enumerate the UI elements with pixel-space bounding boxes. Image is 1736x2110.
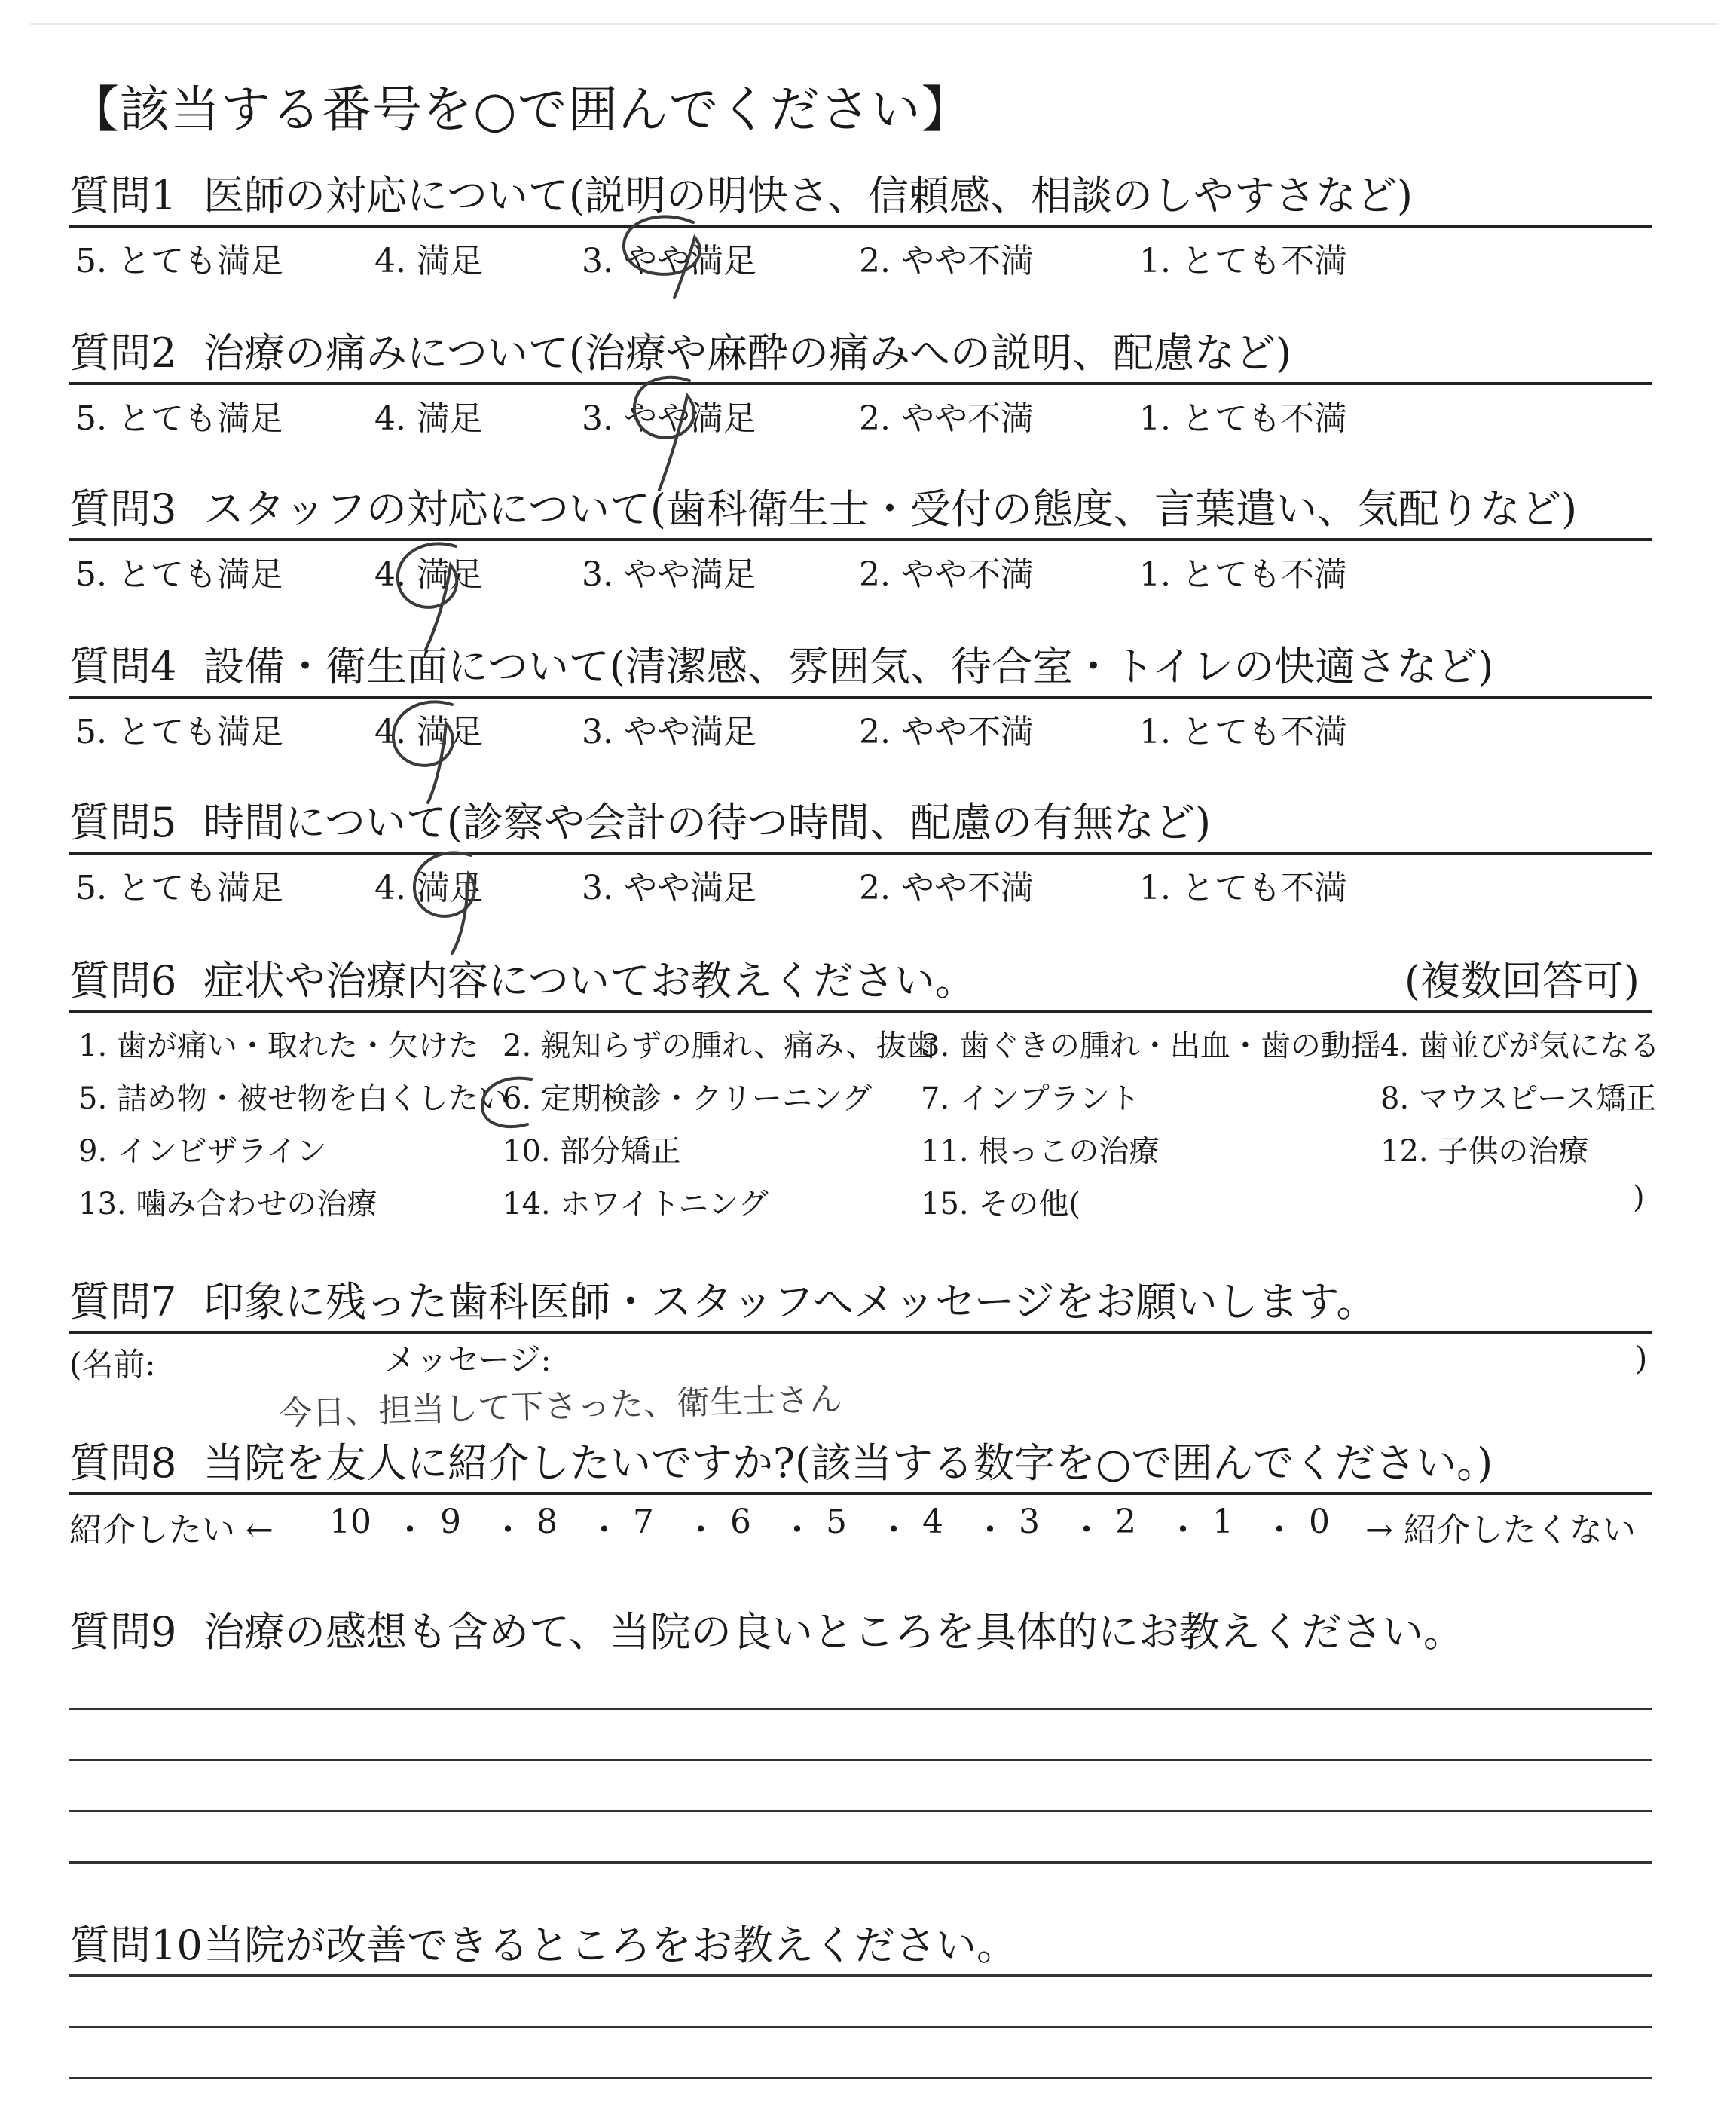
question-text: 当院が改善できるところをお教えください。 (203, 1922, 1017, 1969)
treatment-option[interactable]: 6. 定期検診・クリーニング (503, 1081, 873, 1116)
not-recommend-label: → 紹介したくない (1365, 1511, 1636, 1549)
treatment-option[interactable]: 11. 根っこの治療 (921, 1134, 1160, 1169)
treatment-option[interactable]: 4. 歯並びが気になる (1380, 1029, 1660, 1063)
rating-options (69, 541, 1652, 594)
treatment-option[interactable]: 3. 歯ぐきの腫れ・出血・歯の動揺 (921, 1029, 1381, 1063)
question-number: 質問2 (69, 329, 177, 377)
scale-dot: ・ (877, 1511, 910, 1549)
question-5 (69, 791, 1652, 907)
option-4[interactable]: 4. 満足 (374, 869, 483, 907)
option-5[interactable]: 5. とても満足 (75, 555, 283, 594)
scan-edge (30, 23, 1718, 25)
question-text: 医師の対応について(説明の明快さ、信頼感、相談のしやすさなど) (203, 172, 1413, 219)
multiple-answers-note: (複数回答可) (1404, 957, 1640, 1005)
option-2[interactable]: 2. やや不満 (859, 242, 1034, 280)
option-5[interactable]: 5. とても満足 (75, 713, 283, 751)
option-3[interactable]: 3. やや満足 (582, 869, 756, 907)
treatment-option[interactable]: 1. 歯が痛い・取れた・欠けた (78, 1029, 478, 1063)
question-text: 設備・衛生面について(清潔感、雰囲気、待合室・トイレの快適さなど) (203, 643, 1494, 690)
treatment-option[interactable]: 7. インプラント (921, 1081, 1140, 1116)
answer-line[interactable] (69, 2026, 1652, 2028)
answer-line[interactable] (69, 1708, 1652, 1710)
scale-value[interactable]: 1 (1212, 1503, 1233, 1541)
question-text: 当院を友人に紹介したいですか?(該当する数字を○で囲んでください。) (203, 1439, 1493, 1487)
question-text: スタッフの対応について(歯科衛生士・受付の態度、言葉遣い、気配りなど) (203, 485, 1578, 533)
scale-dot: ・ (684, 1511, 717, 1549)
scale-dot: ・ (393, 1511, 426, 1549)
option-4[interactable]: 4. 満足 (374, 399, 483, 438)
recommend-label: 紹介したい ← (69, 1511, 274, 1549)
divider (69, 1010, 1652, 1013)
scale-value[interactable]: 2 (1115, 1503, 1136, 1541)
option-4[interactable]: 4. 満足 (374, 713, 483, 751)
name-label: (名前: (69, 1346, 156, 1383)
scale-dot: ・ (1166, 1511, 1200, 1549)
answer-line[interactable] (69, 1861, 1652, 1864)
rating-options (69, 228, 1652, 280)
question-7 (69, 1271, 1652, 1334)
treatment-option[interactable]: 5. 詰め物・被せ物を白くしたい (78, 1081, 509, 1116)
option-3[interactable]: 3. やや満足 (582, 242, 756, 280)
treatment-option[interactable]: 9. インビザライン (78, 1134, 327, 1169)
option-3[interactable]: 3. やや満足 (582, 713, 756, 751)
treatment-option[interactable]: 2. 親知らずの腫れ、痛み、抜歯 (503, 1029, 937, 1063)
question-6 (69, 950, 1660, 1236)
treatment-option[interactable]: 13. 噛み合わせの治療 (78, 1187, 377, 1222)
question-text: 治療の感想も含めて、当院の良いところを具体的にお教えください。 (203, 1608, 1464, 1656)
recommend-scale (69, 1495, 1652, 1548)
treatment-option[interactable]: 8. マウスピース矯正 (1380, 1081, 1657, 1116)
scale-value[interactable]: 7 (633, 1503, 654, 1541)
option-2[interactable]: 2. やや不満 (859, 869, 1034, 907)
question-2 (69, 322, 1652, 438)
rating-options (69, 699, 1652, 751)
scale-dot: ・ (781, 1511, 814, 1549)
rating-options (69, 855, 1652, 907)
option-2[interactable]: 2. やや不満 (859, 713, 1034, 751)
question-number: 質問1 (69, 172, 177, 219)
option-1[interactable]: 1. とても不満 (1139, 555, 1347, 594)
scale-dot: ・ (588, 1511, 621, 1549)
option-1[interactable]: 1. とても不満 (1139, 399, 1347, 438)
other-close-paren: ) (1633, 1180, 1645, 1215)
question-number: 質問10 (69, 1922, 203, 1969)
question-text: 時間について(診察や会計の待つ時間、配慮の有無など) (203, 799, 1212, 846)
question-10 (69, 1914, 1652, 1971)
scale-value[interactable]: 8 (536, 1503, 558, 1541)
scale-dot: ・ (1070, 1511, 1103, 1549)
message-close-paren: ) (1635, 1340, 1648, 1377)
scale-value[interactable]: 10 (329, 1503, 371, 1541)
question-4 (69, 635, 1652, 751)
handwritten-message[interactable]: 今日、担当して下さった、衛生士さん (278, 1380, 843, 1433)
scale-value[interactable]: 9 (440, 1503, 461, 1541)
scale-value[interactable]: 3 (1019, 1503, 1040, 1541)
option-4[interactable]: 4. 満足 (374, 555, 483, 594)
question-number: 質問6 (69, 957, 177, 1005)
treatment-option[interactable]: 10. 部分矯正 (503, 1134, 681, 1169)
divider (69, 1331, 1652, 1334)
question-number: 質問9 (69, 1608, 177, 1656)
answer-line[interactable] (69, 1759, 1652, 1761)
answer-line[interactable] (69, 1974, 1652, 1977)
answer-line[interactable] (69, 2077, 1652, 2079)
question-number: 質問8 (69, 1439, 177, 1487)
scale-value[interactable]: 0 (1309, 1503, 1330, 1541)
question-text: 印象に残った歯科医師・スタッフへメッセージをお願いします。 (203, 1278, 1377, 1326)
page-title: 【該当する番号を○で囲んでください】 (69, 81, 972, 139)
treatment-option[interactable]: 14. ホワイトニング (503, 1187, 769, 1222)
question-number: 質問3 (69, 485, 177, 533)
question-text: 治療の痛みについて(治療や麻酔の痛みへの説明、配慮など) (203, 329, 1291, 377)
option-5[interactable]: 5. とても満足 (75, 869, 283, 907)
question-number: 質問7 (69, 1278, 177, 1326)
option-3[interactable]: 3. やや満足 (582, 399, 756, 438)
question-9 (69, 1601, 1652, 1658)
question-8 (69, 1432, 1652, 1548)
option-5[interactable]: 5. とても満足 (75, 399, 283, 438)
treatment-option[interactable]: 12. 子供の治療 (1380, 1134, 1589, 1169)
option-1[interactable]: 1. とても不満 (1139, 713, 1347, 751)
question-number: 質問5 (69, 799, 177, 846)
treatment-option[interactable]: 15. その他( (921, 1187, 1080, 1222)
question-3 (69, 478, 1652, 594)
option-5[interactable]: 5. とても満足 (75, 242, 283, 280)
option-2[interactable]: 2. やや不満 (859, 555, 1034, 594)
option-1[interactable]: 1. とても不満 (1139, 869, 1347, 907)
question-number: 質問4 (69, 643, 177, 690)
scale-dot: ・ (973, 1511, 1007, 1549)
scale-value[interactable]: 4 (922, 1503, 943, 1541)
question-1 (69, 164, 1652, 280)
scale-value[interactable]: 5 (826, 1503, 847, 1541)
option-2[interactable]: 2. やや不満 (859, 399, 1034, 438)
option-4[interactable]: 4. 満足 (374, 242, 483, 280)
message-label: メッセージ: (384, 1341, 552, 1378)
rating-options (69, 385, 1652, 438)
option-3[interactable]: 3. やや満足 (582, 555, 756, 594)
answer-line[interactable] (69, 1810, 1652, 1812)
treatment-options (69, 1017, 1660, 1236)
scale-dot: ・ (1263, 1511, 1296, 1549)
scale-value[interactable]: 6 (730, 1503, 751, 1541)
question-text: 症状や治療内容についてお教えください。 (203, 957, 976, 1005)
scale-dot: ・ (491, 1511, 524, 1549)
option-1[interactable]: 1. とても不満 (1139, 242, 1347, 280)
